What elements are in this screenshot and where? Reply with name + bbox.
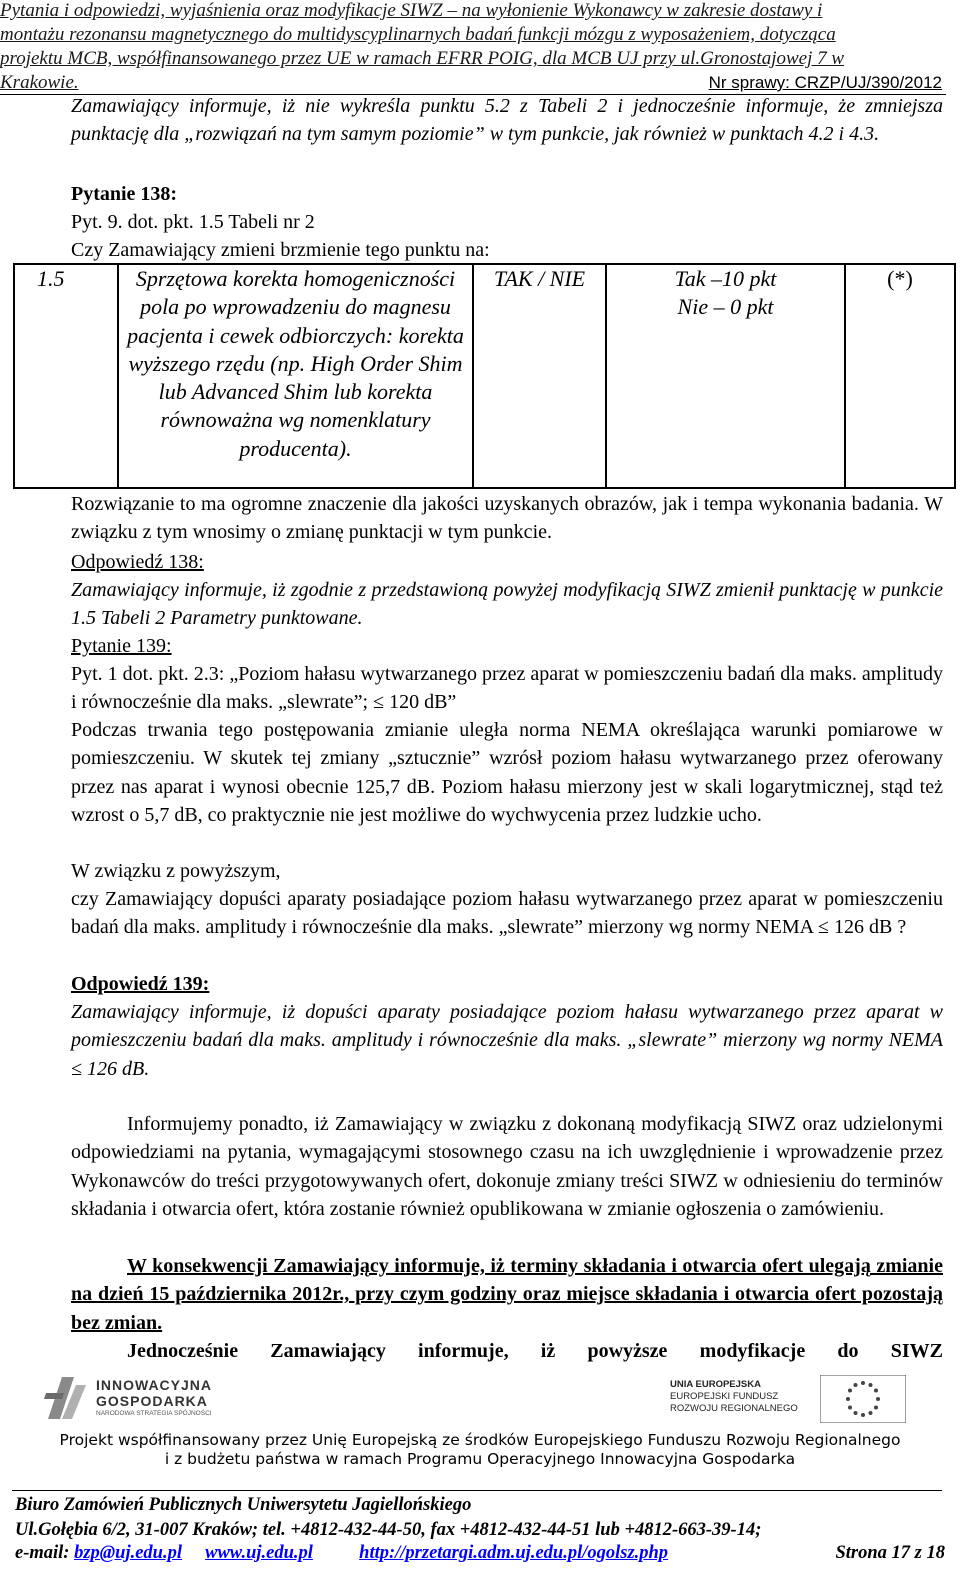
points-no: Nie – 0 pkt <box>677 294 774 320</box>
header-line-1: Pytania i odpowiedzi, wyjaśnienia oraz modyfikacje SIWZ – na wyłonienie Wykonawcy w zakresie dostawy i <box>0 0 823 21</box>
question-138-title: Pytanie 138: <box>71 183 178 205</box>
question-139-consequence: W związku z powyższym, <box>71 860 281 882</box>
question-139-reference: Pyt. 1 dot. pkt. 2.3: „Poziom hałasu wytwarzanego przez aparat w pomieszczeniu badań dla maks. amplitudy i równocześnie dla maks. „slewrate”; ≤ 120 dB” <box>71 663 943 714</box>
header-line-3: projektu MCB, współfinansowanego przez UE w ramach EFRR POIG, dla MCB UJ przy ul.Gronostajowej 7 w <box>0 48 845 69</box>
deadline-notice: W konsekwencji Zamawiający informuje, iż terminy składania i otwarcia ofert ulegają zmianie na dzień 15 października 2012r., przy czym godziny oraz miejsce składania i otwarcia ofert pozostają bez zmian. <box>71 1255 943 1334</box>
project-line-1: Projekt współfinansowany przez Unię Europejską ze środków Europejskiego Funduszu Rozwoju Regionalnego <box>59 1431 901 1449</box>
footer-divider <box>12 1490 942 1491</box>
question-138-reference: Pyt. 9. dot. pkt. 1.5 Tabeli nr 2 <box>71 211 315 233</box>
question-139-title: Pytanie 139: <box>71 635 172 657</box>
eu-flag-icon <box>820 1375 906 1423</box>
param-note: (*) <box>845 264 955 488</box>
question-139-ask: czy Zamawiający dopuści aparaty posiadające poziom hałasu wytwarzanego przez aparat w pomieszczeniu badań dla maks. amplitudy i równocześnie dla maks. „slewrate” mierzony wg normy NEMA ≤ 126 dB ? <box>71 888 943 939</box>
office-name: Biuro Zamówień Publicznych Uniwersytetu Jagiellońskiego <box>15 1495 472 1515</box>
ig-logo-line-1: INNOWACYJNA <box>96 1377 213 1393</box>
innowacyjna-gospodarka-logo <box>44 1373 234 1423</box>
info-paragraph: Informujemy ponadto, iż Zamawiający w związku z dokonaną modyfikacją SIWZ oraz udzielonymi odpowiedziami na pytania, wymagającymi stosownego czasu na ich uwzględnienie i wprowadzenie przez Wykonawców do treści przygotowywanych ofert, dokonuje zmiany treści SIWZ w odniesieniu do terminów składania i otwarcia ofert, która zostanie również opublikowana w zmianie ogłoszenia o zamówieniu. <box>71 1113 943 1220</box>
param-requirement: TAK / NIE <box>473 264 606 488</box>
project-funding-note <box>0 1431 960 1469</box>
case-number: Nr sprawy: CRZP/UJ/390/2012 <box>708 73 942 92</box>
office-address: Ul.Gołębia 6/2, 31-007 Kraków; tel. +4812-432-44-50, fax +4812-432-44-51 lub +4812-663-39-14; <box>15 1520 762 1540</box>
eu-fund-logo <box>670 1375 932 1423</box>
ue-logo-line-3: ROZWOJU REGIONALNEGO <box>670 1403 798 1414</box>
website-link[interactable]: www.uj.edu.pl <box>205 1543 313 1563</box>
answer-138-title: Odpowiedź 138: <box>71 551 204 573</box>
question-139-body: Podczas trwania tego postępowania zmianie uległa norma NEMA określająca warunki pomiarowe w pomieszczeniu. W skutek tej zmiany „sztucznie” wzrósł poziom hałasu wytwarzanego przez oferowany przez nas aparat i wynosi obecnie 125,7 dB. Poziom hałasu mierzony jest w skali logarytmicznej, stąd też wzrost o 5,7 dB, co praktycznie nie jest możliwe do wychwycenia przez ludzkie ucho. <box>71 719 943 826</box>
answer-139-text: Zamawiający informuje, iż dopuści aparaty posiadające poziom hałasu wytwarzanego przez aparat w pomieszczeniu badań dla maks. amplitudy i równocześnie dla maks. „slewrate” mierzony wg normy NEMA ≤ 126 dB. <box>71 1001 943 1080</box>
header-line-4: Krakowie. <box>0 72 79 93</box>
answer-139-title: Odpowiedź 139: <box>71 973 210 995</box>
page-number: Strona 17 z 18 <box>835 1543 945 1563</box>
contact-line <box>15 1542 945 1564</box>
question-138-justification: Rozwiązanie to ma ogromne znaczenie dla jakości uzyskanych obrazów, jak i tempa wykonania badania. W związku z tym wnosimy o zmianę punktacji w tym punkcie. <box>71 493 943 544</box>
table-row <box>14 264 955 488</box>
param-points <box>606 264 845 488</box>
parameter-table <box>13 263 956 489</box>
ig-logo-line-2: GOSPODARKA <box>96 1393 208 1409</box>
ue-logo-line-1: UNIA EUROPEJSKA <box>670 1379 761 1390</box>
answer-138-text: Zamawiający informuje, iż zgodnie z przedstawioną powyżej modyfikacją SIWZ zmienił punktację w punkcie 1.5 Tabeli 2 Parametry punktowane. <box>71 579 943 630</box>
question-138-ask: Czy Zamawiający zmieni brzmienie tego punktu na: <box>71 239 490 261</box>
tenders-link[interactable]: http://przetargi.adm.uj.edu.pl/ogolsz.php <box>359 1543 669 1563</box>
ig-emblem-icon <box>44 1373 92 1423</box>
param-number: 1.5 <box>14 264 118 488</box>
points-yes: Tak –10 pkt <box>674 266 777 291</box>
email-link[interactable]: bzp@uj.edu.pl <box>74 1543 182 1563</box>
closing-paragraph: Jednocześnie Zamawiający informuje, iż powyższe modyfikacje do SIWZ <box>127 1340 943 1362</box>
ue-logo-line-2: EUROPEJSKI FUNDUSZ <box>670 1391 779 1402</box>
email-label: e-mail: <box>15 1543 70 1563</box>
project-line-2: i z budżetu państwa w ramach Programu Operacyjnego Innowacyjna Gospodarka <box>164 1450 796 1468</box>
previous-answer-text: Zamawiający informuje, iż nie wykreśla punktu 5.2 z Tabeli 2 i jednocześnie informuje, że zmniejsza punktację dla „rozwiązań na tym samym poziomie” w tym punkcie, jak również w punktach 4.2 i 4.3. <box>71 95 943 146</box>
param-description: Sprzętowa korekta homogeniczności pola po wprowadzeniu do magnesu pacjenta i cewek odbiorczych: korekta wyższego rzędu (np. High Order Shim lub Advanced Shim lub korekta równoważna wg nomenklatury producenta). <box>118 264 473 488</box>
ig-logo-line-3: NARODOWA STRATEGIA SPÓJNOŚCI <box>96 1410 212 1417</box>
header-line-2: montażu rezonansu magnetycznego do multidyscyplinarnych badań funkcji mózgu z wyposażeniem, dotycząca <box>0 24 836 45</box>
